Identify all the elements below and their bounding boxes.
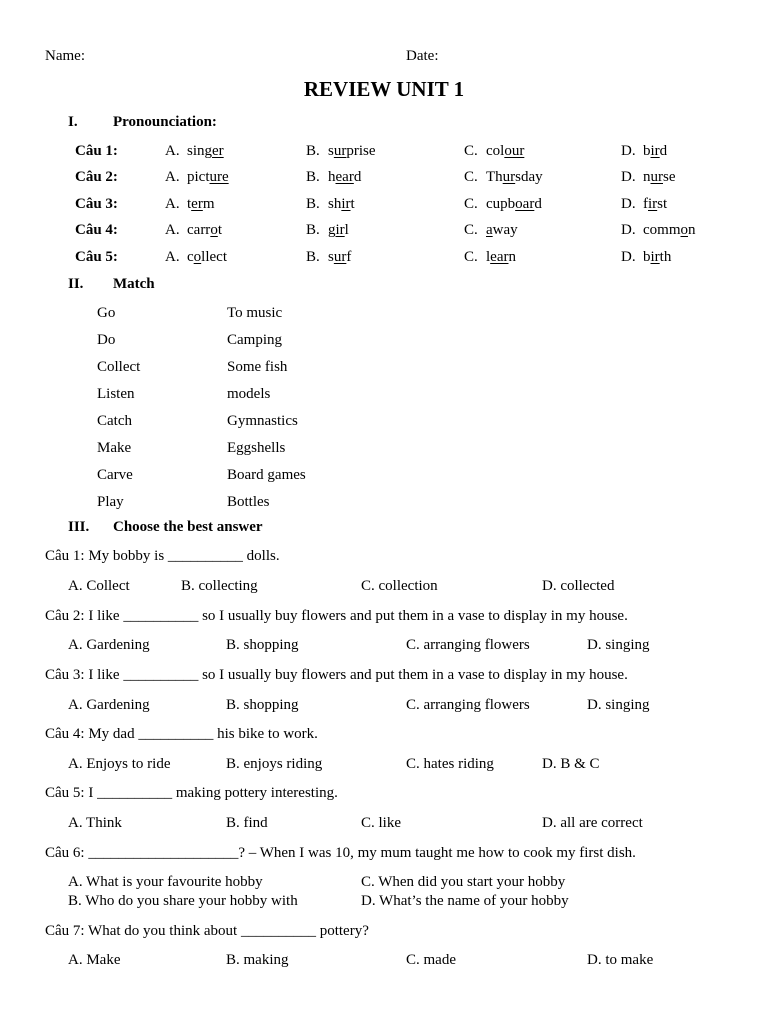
word-prefix: col bbox=[486, 143, 505, 159]
pron-option-letter: B. bbox=[306, 196, 320, 212]
pron-option-word bbox=[187, 248, 227, 266]
pron-option-letter: D. bbox=[621, 222, 636, 238]
underlined-sound: ur bbox=[650, 169, 663, 185]
question-4-option-d: D. B & C bbox=[542, 756, 600, 772]
section1-number: I. bbox=[68, 114, 78, 130]
pron-option-letter: C. bbox=[464, 196, 478, 212]
word-suffix: n bbox=[688, 222, 696, 238]
question-7-option-c: C. made bbox=[406, 952, 456, 968]
pron-option-word bbox=[486, 221, 518, 239]
match-right-item: Camping bbox=[227, 332, 282, 348]
match-left-item: Listen bbox=[97, 386, 135, 402]
underlined-sound: ear bbox=[490, 249, 509, 265]
question-3-option-d: D. singing bbox=[587, 697, 650, 713]
word-suffix: prise bbox=[346, 143, 376, 159]
match-left-item: Go bbox=[97, 305, 116, 321]
pron-option-word bbox=[328, 195, 355, 213]
underlined-sound: a bbox=[486, 222, 493, 238]
underlined-sound: ur bbox=[333, 143, 347, 159]
question-6-option-c: C. When did you start your hobby bbox=[361, 874, 566, 890]
pron-option-word bbox=[643, 195, 667, 213]
pron-option-word bbox=[643, 142, 667, 160]
date-label: Date: bbox=[406, 48, 439, 64]
underlined-sound: ir bbox=[335, 222, 345, 238]
pron-option-letter: D. bbox=[621, 143, 636, 159]
word-prefix: b bbox=[643, 249, 651, 265]
pron-option-letter: C. bbox=[464, 249, 478, 265]
match-left-item: Do bbox=[97, 332, 116, 348]
pron-option-word bbox=[187, 221, 222, 239]
question-3: Câu 3: I like __________ so I usually buy flowers and put them in a vase to display in my house. bbox=[45, 667, 628, 683]
match-left-item: Play bbox=[97, 494, 124, 510]
question-2-option-c: C. arranging flowers bbox=[406, 637, 530, 653]
word-suffix: llect bbox=[201, 249, 227, 265]
underlined-sound: ure bbox=[209, 169, 229, 185]
word-prefix: t bbox=[187, 196, 192, 212]
question-6-option-b: B. Who do you share your hobby with bbox=[68, 893, 298, 909]
match-left-item: Make bbox=[97, 440, 132, 456]
question-3-option-a: A. Gardening bbox=[68, 697, 150, 713]
match-right-item: models bbox=[227, 386, 271, 402]
question-7-option-a: A. Make bbox=[68, 952, 121, 968]
section2-number: II. bbox=[68, 276, 84, 292]
question-5-option-d: D. all are correct bbox=[542, 815, 643, 831]
question-6: Câu 6: ____________________? – When I was 10, my mum taught me how to cook my first dish. bbox=[45, 845, 636, 861]
question-1-option-b: B. collecting bbox=[181, 578, 258, 594]
question-6-option-d: D. What’s the name of your hobby bbox=[361, 893, 569, 909]
pron-option-word bbox=[486, 195, 542, 213]
underlined-sound: our bbox=[504, 143, 525, 159]
question-1-option-a: A. Collect bbox=[68, 578, 130, 594]
underlined-sound: oar bbox=[515, 196, 535, 212]
match-right-item: To music bbox=[227, 305, 283, 321]
pron-option-word bbox=[486, 248, 516, 266]
word-suffix: se bbox=[663, 169, 676, 185]
underlined-sound: ur bbox=[502, 169, 516, 185]
pron-option-letter: B. bbox=[306, 222, 320, 238]
question-5-option-a: A. Think bbox=[68, 815, 122, 831]
pron-option-word bbox=[486, 168, 543, 186]
word-suffix: l bbox=[344, 222, 349, 238]
question-2-option-a: A. Gardening bbox=[68, 637, 150, 653]
word-suffix: th bbox=[659, 249, 672, 265]
underlined-sound: er bbox=[212, 143, 224, 159]
pron-option-letter: A. bbox=[165, 169, 180, 185]
pron-option-word bbox=[328, 142, 376, 160]
question-5-option-b: B. find bbox=[226, 815, 268, 831]
word-prefix: Th bbox=[486, 169, 503, 185]
section1-title: Pronounciation: bbox=[113, 114, 217, 130]
question-4-option-b: B. enjoys riding bbox=[226, 756, 323, 772]
pron-option-letter: B. bbox=[306, 143, 320, 159]
pron-option-word bbox=[643, 221, 696, 239]
word-suffix: d bbox=[534, 196, 542, 212]
word-suffix: m bbox=[202, 196, 215, 212]
question-2: Câu 2: I like __________ so I usually buy flowers and put them in a vase to display in my house. bbox=[45, 608, 628, 624]
word-prefix: h bbox=[328, 169, 336, 185]
word-suffix: n bbox=[508, 249, 516, 265]
word-prefix: s bbox=[328, 143, 334, 159]
match-right-item: Some fish bbox=[227, 359, 288, 375]
name-label: Name: bbox=[45, 48, 85, 64]
question-1-option-c: C. collection bbox=[361, 578, 438, 594]
underlined-sound: ir bbox=[341, 196, 351, 212]
pron-option-word bbox=[187, 195, 215, 213]
pron-question-label: Câu 4: bbox=[75, 222, 118, 238]
pron-option-letter: D. bbox=[621, 249, 636, 265]
pron-option-word bbox=[643, 248, 671, 266]
word-suffix: f bbox=[346, 249, 352, 265]
word-suffix: d bbox=[353, 169, 362, 185]
pron-option-word bbox=[643, 168, 676, 186]
match-right-item: Gymnastics bbox=[227, 413, 298, 429]
question-4: Câu 4: My dad __________ his bike to work. bbox=[45, 726, 318, 742]
pron-option-letter: A. bbox=[165, 143, 180, 159]
match-left-item: Collect bbox=[97, 359, 141, 375]
question-2-option-d: D. singing bbox=[587, 637, 650, 653]
word-prefix: carr bbox=[187, 222, 211, 238]
underlined-sound: ir bbox=[648, 196, 658, 212]
pron-option-letter: B. bbox=[306, 169, 320, 185]
word-prefix: f bbox=[643, 196, 648, 212]
match-left-item: Carve bbox=[97, 467, 133, 483]
pron-option-letter: B. bbox=[306, 249, 320, 265]
pron-option-letter: A. bbox=[165, 249, 180, 265]
underlined-sound: er bbox=[191, 196, 203, 212]
word-suffix: sday bbox=[515, 169, 543, 185]
word-prefix: s bbox=[328, 249, 334, 265]
match-right-item: Board games bbox=[227, 467, 306, 483]
pron-option-word bbox=[328, 168, 361, 186]
underlined-sound: ear bbox=[335, 169, 354, 185]
question-5: Câu 5: I __________ making pottery interesting. bbox=[45, 785, 338, 801]
word-prefix: c bbox=[187, 249, 194, 265]
question-2-option-b: B. shopping bbox=[226, 637, 299, 653]
pron-question-label: Câu 1: bbox=[75, 143, 118, 159]
word-prefix: cupb bbox=[486, 196, 516, 212]
question-3-option-c: C. arranging flowers bbox=[406, 697, 530, 713]
underlined-sound: ir bbox=[650, 249, 660, 265]
pron-option-word bbox=[328, 248, 351, 266]
word-prefix: b bbox=[643, 143, 651, 159]
word-suffix: way bbox=[492, 222, 518, 238]
question-1: Câu 1: My bobby is __________ dolls. bbox=[45, 548, 280, 564]
word-prefix: sh bbox=[328, 196, 342, 212]
question-4-option-c: C. hates riding bbox=[406, 756, 494, 772]
pron-option-word bbox=[187, 142, 224, 160]
pron-option-letter: C. bbox=[464, 222, 478, 238]
question-5-option-c: C. like bbox=[361, 815, 401, 831]
question-6-option-a: A. What is your favourite hobby bbox=[68, 874, 263, 890]
pron-option-word bbox=[187, 168, 229, 186]
question-7-option-b: B. making bbox=[226, 952, 289, 968]
pron-question-label: Câu 5: bbox=[75, 249, 118, 265]
question-4-option-a: A. Enjoys to ride bbox=[68, 756, 171, 772]
underlined-sound: o bbox=[193, 249, 202, 265]
word-prefix: g bbox=[328, 222, 336, 238]
word-suffix: t bbox=[350, 196, 355, 212]
word-suffix: t bbox=[217, 222, 222, 238]
question-7: Câu 7: What do you think about __________ pottery? bbox=[45, 923, 369, 939]
pron-option-word bbox=[486, 142, 524, 160]
pron-question-label: Câu 2: bbox=[75, 169, 118, 185]
page-title: REVIEW UNIT 1 bbox=[303, 77, 465, 101]
underlined-sound: o bbox=[210, 222, 218, 238]
word-prefix: sing bbox=[187, 143, 213, 159]
underlined-sound: ir bbox=[650, 143, 660, 159]
word-prefix: pict bbox=[187, 169, 210, 185]
question-3-option-b: B. shopping bbox=[226, 697, 299, 713]
section3-title: Choose the best answer bbox=[113, 519, 263, 535]
word-suffix: d bbox=[659, 143, 668, 159]
pron-option-letter: C. bbox=[464, 143, 478, 159]
section2-title: Match bbox=[113, 276, 155, 292]
underlined-sound: o bbox=[680, 222, 688, 238]
pron-question-label: Câu 3: bbox=[75, 196, 118, 212]
word-prefix: l bbox=[486, 249, 491, 265]
word-prefix: n bbox=[643, 169, 651, 185]
match-right-item: Eggshells bbox=[227, 440, 286, 456]
pron-option-letter: D. bbox=[621, 169, 636, 185]
pron-option-letter: D. bbox=[621, 196, 636, 212]
match-right-item: Bottles bbox=[227, 494, 270, 510]
section3-number: III. bbox=[68, 519, 90, 535]
underlined-sound: ur bbox=[333, 249, 347, 265]
question-1-option-d: D. collected bbox=[542, 578, 615, 594]
word-suffix: st bbox=[657, 196, 668, 212]
match-left-item: Catch bbox=[97, 413, 132, 429]
question-7-option-d: D. to make bbox=[587, 952, 654, 968]
pron-option-word bbox=[328, 221, 349, 239]
pron-option-letter: A. bbox=[165, 196, 180, 212]
pron-option-letter: A. bbox=[165, 222, 180, 238]
pron-option-letter: C. bbox=[464, 169, 478, 185]
word-prefix: comm bbox=[643, 222, 681, 238]
